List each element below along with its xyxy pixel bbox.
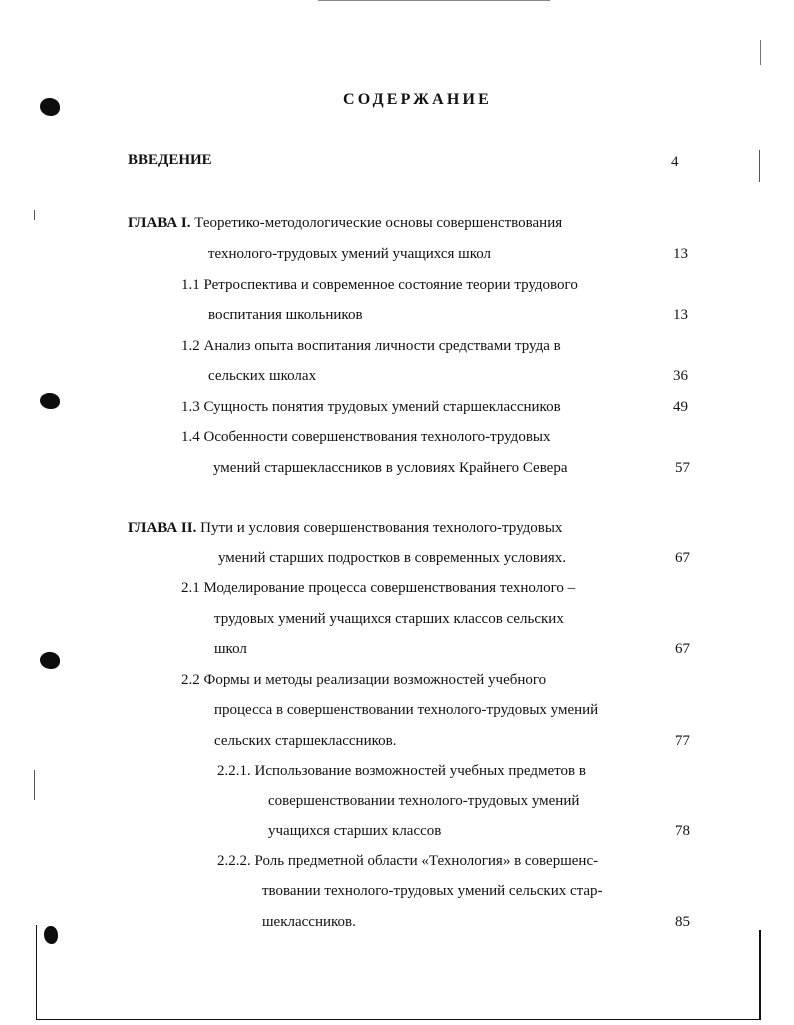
section-2-2-line2: процесса в совершенствовании технолого-трудовых умений <box>214 702 599 718</box>
section-2-2-1-page: 78 <box>675 823 690 839</box>
scan-right-tick-2 <box>760 40 761 65</box>
scan-right-tick <box>759 150 760 182</box>
chapter1-heading <box>128 214 562 232</box>
section-2-2-line1: 2.2 Формы и методы реализации возможностей учебного <box>181 672 547 688</box>
chapter1-title-line2: технолого-трудовых умений учащихся школ <box>208 246 492 262</box>
section-1-2-line1: 1.2 Анализ опыта воспитания личности средствами труда в <box>181 338 561 354</box>
section-2-2-page: 77 <box>675 733 690 749</box>
chapter2-heading <box>128 519 562 537</box>
chapter2-title-line1: Пути и условия совершенствования технолого-трудовых <box>200 520 563 536</box>
section-2-2-1-line3: учащихся старших классов <box>268 823 442 839</box>
section-2-1-line1: 2.1 Моделирование процесса совершенствования технолого – <box>181 580 576 596</box>
section-1-3-page: 49 <box>673 399 688 415</box>
chapter1-page-number: 13 <box>673 246 688 262</box>
section-1-4-page: 57 <box>675 460 690 476</box>
section-1-4-line1: 1.4 Особенности совершенствования технолого-трудовых <box>181 429 551 445</box>
section-2-2-1-line1: 2.2.1. Использование возможностей учебных предметов в <box>217 763 586 779</box>
scan-right-border <box>759 930 761 1020</box>
section-2-1-page: 67 <box>675 641 690 657</box>
section-1-4-line2: умений старшеклассников в условиях Крайнего Севера <box>213 460 568 476</box>
section-2-2-2-page: 85 <box>675 914 690 930</box>
chapter2-prefix: ГЛАВА II. <box>128 520 197 536</box>
intro-page-number: 4 <box>671 154 679 170</box>
section-1-1-line2: воспитания школьников <box>208 307 363 323</box>
page-title: СОДЕРЖАНИЕ <box>343 91 493 108</box>
scan-bottom-border <box>36 1019 760 1020</box>
section-2-1-line3: школ <box>214 641 247 657</box>
intro-label: ВВЕДЕНИЕ <box>128 152 212 168</box>
chapter2-title-line2: умений старших подростков в современных условиях. <box>218 550 567 566</box>
scan-top-line <box>318 0 550 1</box>
section-1-3-line1: 1.3 Сущность понятия трудовых умений старшеклассников <box>181 399 561 415</box>
chapter1-title-line1: Теоретико-методологические основы совершенствования <box>194 215 563 231</box>
section-2-2-1-line2: совершенствовании технолого-трудовых умений <box>268 793 580 809</box>
binder-hole-mark <box>40 98 60 116</box>
chapter2-page-number: 67 <box>675 550 690 566</box>
section-2-2-line3: сельских старшеклассников. <box>214 733 397 749</box>
scan-left-border <box>36 925 37 1020</box>
chapter1-prefix: ГЛАВА I. <box>128 215 191 231</box>
section-1-1-line1: 1.1 Ретроспектива и современное состояние теории трудового <box>181 277 578 293</box>
binder-hole-mark <box>44 926 58 944</box>
binder-hole-mark <box>40 652 60 669</box>
scan-left-tick <box>34 210 35 220</box>
section-2-2-2-line3: шеклассников. <box>262 914 356 930</box>
scan-left-tick-2 <box>34 770 35 800</box>
section-2-1-line2: трудовых умений учащихся старших классов сельских <box>214 611 564 627</box>
section-1-1-page: 13 <box>673 307 688 323</box>
section-1-2-page: 36 <box>673 368 688 384</box>
section-1-2-line2: сельских школах <box>208 368 317 384</box>
section-2-2-2-line2: твовании технолого-трудовых умений сельских стар- <box>262 883 603 899</box>
binder-hole-mark <box>40 393 60 409</box>
section-2-2-2-line1: 2.2.2. Роль предметной области «Технология» в совершенс- <box>217 853 599 869</box>
